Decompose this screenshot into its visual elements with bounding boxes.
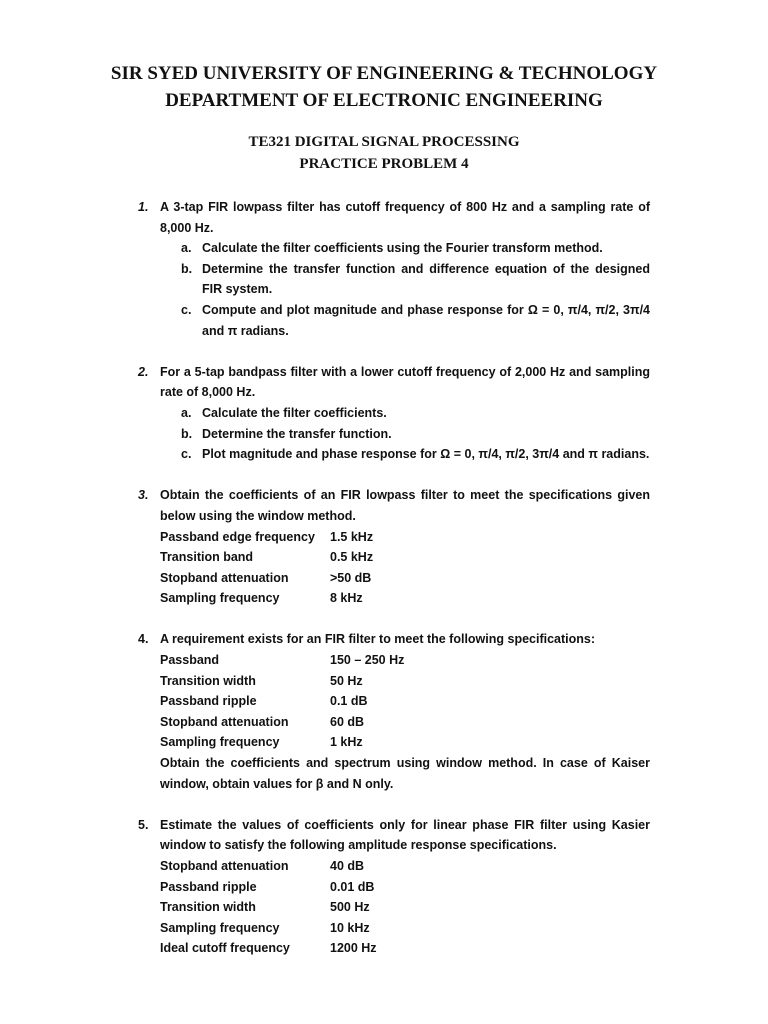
sub-question-letter: c.: [181, 447, 192, 462]
spec-value: 60 dB: [330, 714, 365, 729]
sub-question-text: Calculate the filter coefficients using the Fourier transform method.: [202, 241, 603, 256]
practice-title: PRACTICE PROBLEM 4: [299, 156, 469, 172]
spec-label: Sampling frequency: [160, 591, 280, 606]
spec-value: 40 dB: [330, 859, 365, 873]
problem-number: 5.: [138, 817, 149, 832]
spec-label: Passband ripple: [160, 879, 257, 894]
spec-value: 8 kHz: [330, 591, 363, 606]
sub-question-text: Determine the transfer function and difference equation of the designed FIR system.: [202, 261, 650, 297]
sub-question-text: Calculate the filter coefficients.: [202, 405, 387, 420]
spec-label: Sampling frequency: [160, 920, 280, 935]
problem-text: A requirement exists for an FIR filter to meet the following specifications:: [160, 632, 596, 647]
problem-4: [0, 629, 768, 794]
spec-label: Passband: [160, 653, 220, 668]
document-header: [0, 60, 768, 114]
spec-row: [160, 671, 768, 692]
spec-label: Transition width: [160, 900, 256, 915]
problem-1: [0, 197, 768, 341]
sub-question-letter: a.: [181, 405, 192, 420]
spec-label: Passband ripple: [160, 694, 257, 709]
spec-row: [160, 877, 768, 898]
problem-2: [0, 362, 768, 465]
problem-text: Estimate the values of coefficients only for linear phase FIR filter using Kasier window to satisfy the following amplitude response specifications.: [160, 817, 650, 853]
sub-question: [181, 444, 650, 465]
spec-value: 10 kHz: [330, 920, 370, 935]
spec-value: >50 dB: [330, 570, 372, 585]
spec-row: [160, 712, 768, 733]
problem-number: 4.: [138, 632, 149, 647]
sub-question: [181, 300, 650, 341]
sub-question-list: [0, 238, 768, 341]
spec-label: Stopband attenuation: [160, 570, 289, 585]
sub-question: [181, 259, 650, 300]
spec-label: Passband edge frequency: [160, 529, 315, 544]
sub-question: [181, 403, 650, 424]
spec-value: 500 Hz: [330, 900, 370, 915]
spec-label: Transition width: [160, 673, 256, 688]
spec-row: [160, 918, 768, 939]
problem-number: 3.: [138, 488, 149, 503]
problem-text: For a 5-tap bandpass filter with a lower cutoff frequency of 2,000 Hz and sampling rate of 8,000 Hz.: [160, 364, 650, 400]
problem-list: [0, 197, 768, 980]
department-name: DEPARTMENT OF ELECTRONIC ENGINEERING: [165, 90, 603, 111]
sub-question-letter: a.: [181, 241, 192, 256]
sub-question-letter: c.: [181, 302, 192, 317]
spec-row: [160, 547, 768, 568]
sub-question-letter: b.: [181, 426, 193, 441]
spec-row: [160, 650, 768, 671]
spec-label: Stopband attenuation: [160, 714, 289, 729]
spec-row: [160, 588, 768, 609]
problem-number: 2.: [138, 364, 149, 379]
spec-value: 150 – 250 Hz: [330, 653, 405, 668]
problem-number: 1.: [138, 200, 149, 214]
spec-value: 0.1 dB: [330, 694, 368, 709]
spec-row: [160, 568, 768, 589]
spec-value: 1.5 kHz: [330, 529, 374, 544]
problem-text: A 3-tap FIR lowpass filter has cutoff frequency of 800 Hz and a sampling rate of 8,000 Hz.: [160, 200, 650, 235]
spec-label: Ideal cutoff frequency: [160, 941, 290, 956]
spec-value: 1200 Hz: [330, 941, 377, 956]
spec-label: Stopband attenuation: [160, 859, 289, 873]
spec-row: [160, 691, 768, 712]
spec-label: Transition band: [160, 550, 254, 565]
sub-question-text: Determine the transfer function.: [202, 426, 392, 441]
problem-text: Obtain the coefficients of an FIR lowpass filter to meet the specifications given below using the window method.: [160, 488, 650, 523]
spec-row: [160, 897, 768, 918]
course-heading: [0, 131, 768, 175]
problem-followup-text: Obtain the coefficients and spectrum using window method. In case of Kaiser window, obtain values for β and N only.: [160, 756, 650, 791]
spec-label: Sampling frequency: [160, 735, 280, 750]
problem-3: [0, 485, 768, 609]
sub-question: [181, 424, 650, 445]
spec-value: 1 kHz: [330, 735, 363, 750]
spec-value: 0.5 kHz: [330, 550, 374, 565]
spec-value: 50 Hz: [330, 673, 363, 688]
spec-row: [160, 732, 768, 753]
course-title: TE321 DIGITAL SIGNAL PROCESSING: [248, 134, 520, 150]
problem-5: [0, 815, 768, 959]
university-name: SIR SYED UNIVERSITY OF ENGINEERING & TECHNOLOGY: [110, 63, 658, 84]
spec-value: 0.01 dB: [330, 879, 375, 894]
sub-question: [181, 238, 650, 259]
sub-question-text: Compute and plot magnitude and phase response for Ω = 0, π/4, π/2, 3π/4 and π radians.: [202, 302, 650, 338]
sub-question-letter: b.: [181, 261, 193, 276]
spec-row: [160, 938, 768, 959]
spec-row: [160, 527, 768, 548]
sub-question-text: Plot magnitude and phase response for Ω = 0, π/4, π/2, 3π/4 and π radians.: [202, 447, 650, 462]
sub-question-list: [0, 403, 768, 465]
spec-row: [160, 856, 768, 877]
